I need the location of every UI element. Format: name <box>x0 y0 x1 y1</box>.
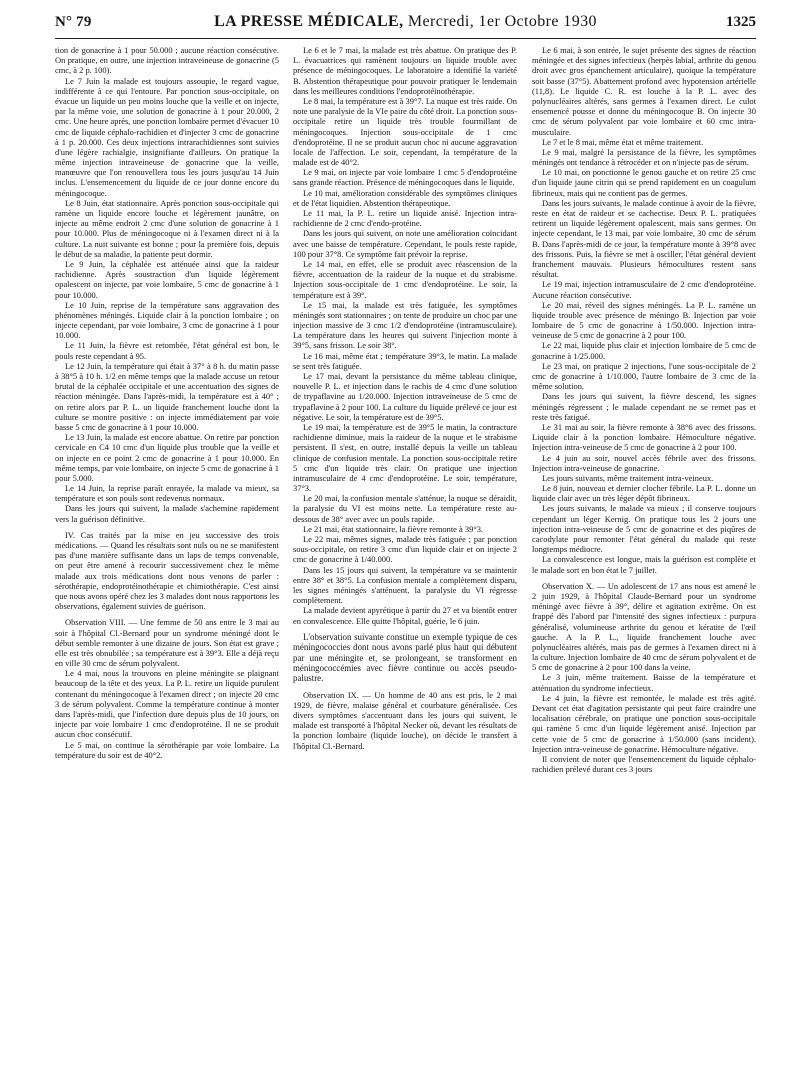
paragraph: Le 8 juin, nouveau et dernier clocher fébrile. La P. L. donne un liquide clair avec un très léger dépôt fibrineux. <box>532 483 756 504</box>
paragraph: Le 10 mai, amélioration considérable des symptômes cliniques et de l'état liquidien. Abstention thérapeutique. <box>293 187 517 208</box>
page-number: 1325 <box>726 14 756 30</box>
paragraph: Le 19 mai, injection intramusculaire de 2 cmc d'endoprotéine. Aucune réaction consécutive. <box>532 279 756 300</box>
running-title <box>55 13 756 31</box>
paragraph: Le 10 Juin, reprise de la température sans aggravation des phénomènes méningés. Liquide clair à la ponction lombaire ; on injecte cependant, par voie lombaire, 3 cmc de gonacrine à 1 pour 10.000. <box>55 299 279 341</box>
paragraph: Dans les jours qui suivent, la fièvre descend, les signes méningés régressent ; le malade cependant ne se remet pas et reste très fatigué. <box>532 391 756 422</box>
paragraph: Le 4 juin au soir, nouvel accès fébrile avec des frissons. Injection intra-veineuse de gonacrine. <box>532 452 756 473</box>
paragraph: Le 8 Juin, état stationnaire. Après ponction sous-occipitale qui ramène un liquide encore louche et légèrement jaunâtre, on injecte au même endroit 2 cmc d'une solution de gonacrine à 1 pour 10.000. Plus de méningocoque ni à l'examen direct ni à la culture. La nuit suivante est bonne ; pour la première fois, depuis le début de sa maladie, la patiente peut dormir. <box>55 197 279 259</box>
paragraph: Dans les jours qui suivent, on note une amélioration coïncidant avec une baisse de température. Cependant, le pouls reste rapide, 100 pour 37°8. Ce symptôme fait prévoir la reprise. <box>293 228 517 259</box>
paragraph: Le 11 Juin, la fièvre est retombée, l'état général est bon, le pouls reste cependant à 95. <box>55 340 279 361</box>
paragraph: Le 9 Juin, la céphalée est atténuée ainsi que la raideur rachidienne. Après soustraction d'un liquide légèrement opalescent on injecte, par voie lombaire, 5 cmc de gonacrine à 1 pour 10.000. <box>55 258 279 300</box>
paragraph: Le 3 juin, même traitement. Baisse de la température et atténuation du syndrome infectieux. <box>532 672 756 693</box>
paragraph: Le 20 mai, réveil des signes méningés. La P. L. ramène un liquide trouble avec présence de méningo B. Injection par voie lombaire de 5 cmc de gonacrine à 1/50.000. Injection intra-veineuse de 5 cmc de gonacrine à 2 pour 100. <box>532 299 756 341</box>
paragraph: Le 14 Juin, la reprise paraît enrayée, la malade va mieux, sa température et son pouls sont redevenus normaux. <box>55 483 279 504</box>
paragraph: Le 5 mai, on continue la sérothérapie par voie lombaire. La température du soir est de 40°2. <box>55 739 279 760</box>
paragraph: Le 20 mai, la confusion mentale s'atténue, la nuque se déraidit, la paralysie du VI est moins nette. La température reste au-dessous de 38° avec avec un pouls rapide. <box>293 493 517 524</box>
paragraph: Le 22 mai, liquide plus clair et injection lombaire de 5 cmc de gonacrine à 1/25.000. <box>532 340 756 361</box>
observation-paragraph: Observation X. — Un adolescent de 17 ans nous est amené le 2 juin 1929, à l'hôpital Claude-Bernard pour un syndrome méningé avec fièvre à 39°, délire et agitation extrême. On est frappé dès l'abord par l'intensité des signes infectieux : purpura généralisé, volumineuse arthrite du genou et kératite de l'œil gauche. A la P. L., liquide franchement louche avec polynucléaires altérés, mais pas de germes à l'examen direct ni à la culture. Injection lombaire de 40 cmc de sérum polyvalent et de 5 cmc de gonacrine à 2 pour 100 dans la veine. <box>532 580 756 673</box>
text-column-middle <box>293 45 517 751</box>
paragraph: Le 6 et le 7 mai, la malade est très abattue. On pratique des P. L. évacuatrices qui ramènent toujours un liquide trouble avec présence de méningocoques. Le laboratoire a identifié la variété B. Abstention thérapeutique pour pouvoir pratiquer le lendemain dans les meilleures conditions l'endoprotéinothérapie. <box>293 45 517 96</box>
paragraph: Le 23 mai, on pratique 2 injections, l'une sous-occipitale de 2 cmc de gonacrine à 1/10.000, l'autre lombaire de 3 cmc de la même solution. <box>532 360 756 392</box>
paragraph: Les jours suivants, même traitement intra-veineux. <box>542 472 714 483</box>
paragraph: Le 22 mai, mêmes signes, malade très fatiguée ; par ponction sous-occipitale, on retire 3 cmc d'un liquide clair et on injecte 2 cmc de gonacrine à 1/40.000. <box>293 534 517 565</box>
paragraph: Le 7 Juin la malade est toujours assoupie, le regard vague, indifférente à ce qui l'entoure. Par ponction sous-occipitale, on évacue un liquide un peu moins louche que la veille et on injecte, par la même voie, une solution de gonacrine à 1 pour 20.000, 2 cmc. Une heure après, une ponction lombaire permet d'évacuer 10 cmc de liquide céphalo-rachidien et d'injecter 3 cmc de gonacrine à 1 p. 20.000. Ces deux injections intrarachidiennes sont suivies d'une légère rachialgie, insignifiante d'ailleurs. On pratique la même injection intraveineuse de gonacrine que la veille, manœuvre que l'on renouvellera tous les jours jusqu'au 14 Juin inclus. L'ensemencement du liquide de ce jour donne encore du méningocoque. <box>55 75 279 198</box>
issue-date: Mercredi, 1er Octobre 1930 <box>407 13 597 30</box>
paragraph: Le 11 mai, la P. L. retire un liquide anisé. Injection intra-rachidienne de 2 cmc d'endo-protéine. <box>293 208 517 229</box>
paragraph: Le 17 mai, devant la persistance du même tableau clinique, nouvelle P. L. et injection dans le rachis de 4 cmc d'une solution de trypaflavine au 1/20.000. Injection intraveineuse de 5 cmc de trypaflavine à 2 pour 100. La culture du liquide prélevé ce jour est négative. Le soir, la température est de 39°5. <box>293 371 517 422</box>
paragraph: Le 6 mai, à son entrée, le sujet présente des signes de réaction méningée et des signes infectieux (herpès labial, arthrite du genou droit avec gros épanchement articulaire), quoique la température soit basse (37°5). Abattement profond avec hypotension artérielle (11,8). Le liquide C. R. est louche à la P. L. avec des polynucléaires altérés, sans germes à l'examen direct. Le culot ensemencé pousse et donne du méningocoque B. On injecte 30 cmc de sérum polyvalent par voie lombaire et 60 cmc intra-musculaire. <box>532 45 756 137</box>
paragraph: Le 4 juin, la fièvre est remontée, le malade est très agité. Devant cet état d'agitation persistante qui peut faire craindre une localisation cérébrale, on pratique une ponction sous-occipitale qui ramène 5 cmc d'un liquide légèrement anisé. Injection par cette voie de 5 cmc de gonacrine à 1/50.000 (sans incident). Injection intra-veineuse de gonacrine. Hémoculture négative. <box>532 692 756 754</box>
paragraph: La malade devient apyrétique à partir du 27 et va bientôt entrer en convalescence. Elle quitte l'hôpital, guérie, le 6 juin. <box>293 605 517 626</box>
paragraph: Le 15 mai, la malade est très fatiguée, les symptômes méningés sont stationnaires ; on tente de produire un choc par une injection massive de 3 cmc 1/2 d'endoprotéine (intramusculaire). La température dans les heures qui suivent l'injection monte à 39°5, sans frisson. Le soir 38°. <box>293 299 517 351</box>
paragraph: Le 8 mai, la température est à 39°7. La nuque est très raide. On note une paralysie de la VIe paire du côté droit. La ponction sous-occipitale retire un liquide très trouble fourmillant de méningocoques. Injection sous-occipitale de 1 cmc d'endoprotéine. Il ne se produit aucun choc ni aucune aggravation locale de l'affection. Le soir, cependant, la température de la malade est de 40°2. <box>293 95 517 168</box>
paragraph: Le 10 mai, on ponctionne le genou gauche et on retire 25 cmc d'un liquide jaune citrin qui se prend rapidement en un coagulum fibrineux, mais qui ne contient pas de germes. <box>532 167 756 198</box>
paragraph: Le 14 mai, en effet, elle se produit avec réascension de la fièvre, accentuation de la raideur de la nuque et du strabisme. Injection sous-occipitale de 1 cmc d'endoprotéine. Le soir, la température est à 39°. <box>293 258 517 300</box>
paragraph: Le 4 mai, nous la trouvons en pleine méningite se plaignant beaucoup de la tête et des yeux. La P. L. retire un liquide purulent contenant du méningocoque à l'examen direct ; on injecte 20 cmc 3 de sérum polyvalent. Comme la température continue à monter dans l'après-midi, que l'infection dure depuis plus de 10 jours, on injecte par voie lombaire 1 cmc d'endoprotéine. Il ne se produit aucun choc consécutif. <box>55 668 279 740</box>
paragraph: Le 31 mai au soir, la fièvre remonte à 38°6 avec des frissons. Liquide clair à la ponction lombaire. Hémoculture négative. Injection intra-veineuse de 5 cmc de gonacrine à 2 pour 100. <box>532 421 756 453</box>
paragraph: Le 7 et le 8 mai, même état et même traitement. <box>542 136 704 147</box>
journal-name: LA PRESSE MÉDICALE, <box>214 13 404 30</box>
paragraph: Les jours suivants, le malade va mieux ; il conserve toujours cependant un léger Kernig. On pratique tous les 2 jours une injection intra-veineuse de 5 cmc de gonacrine et des piqûres de cacodylate pour remonter l'état général du malade qui reste longtemps médiocre. <box>532 503 756 555</box>
paragraph: Il convient de noter que l'ensemencement du liquide céphalo-rachidien prélevé durant ces 3 jours <box>532 753 756 775</box>
header-rule <box>55 38 756 39</box>
paragraph: Dans les 15 jours qui suivent, la température va se maintenir entre 38° et 38°5. La confusion mentale a complètement disparu, les signes méningés s'atténuent, la paralysie du VI régresse complètement. <box>293 564 517 606</box>
paragraph: Le 12 Juin, la température qui était à 37° à 8 h. du matin passe à 38°5 à 10 h. 1/2 en même temps que la malade accuse un retour brutal de la céphalée occipitale et une accentuation des signes de réaction méningée. Dans l'après-midi, la température est à 40° ; on retire alors par P. L. un liquide franchement louche dont la culture se montre positive : on injecte immédiatement par voie basse 5 cmc de gonacrine à 1 pour 10.000. <box>55 360 279 432</box>
section-heading: IV. Cas traités par la mise en jeu successive des trois médications. — Quand les résultats sont nuls ou ne se manifestent pas d'une manière suffisante dans un laps de temps convenable, on peut être amené à recourir successivement chez le même malade aux trois médications dont nous venons de parler : sérothérapie, endoprotéinothérapie et chimiothérapie. C'est ainsi que nous avons opéré chez les 3 malades dont nous rapportons les observations, également suivies de guérison. <box>55 529 279 612</box>
paragraph: La convalescence est longue, mais la guérison est complète et le malade sort en bon état le 7 juillet. <box>532 554 756 575</box>
paragraph: Le 19 mai, la température est de 39°5 le matin, la contracture rachidienne diminue, mais la raideur de la nuque et le strabisme persistent. Il s'est, en outre, installé depuis la veille un tableau clinique de confusion mentale. La ponction sous-occipitale retire 5 cmc d'un liquide très clair. On pratique une injection intramusculaire de 4 cmc d'endoprotéine. Le soir, température, 37°3. <box>293 421 517 494</box>
observation-paragraph: Observation VIII. — Une femme de 50 ans entre le 3 mai au soir à l'hôpital Cl.-Bernard pour un syndrome méningé dont le début semble remonter à une dizaine de jours. Son état est grave ; elle est très obnubilée ; sa température est à 39°3. Elle a déjà reçu en ville 30 cmc de sérum polyvalent. <box>55 617 279 669</box>
paragraph: Le 9 mai, on injecte par voie lombaire 1 cmc 5 d'endoprotéine sans grande réaction. Présence de méningocoques dans le liquide. <box>293 167 517 188</box>
issue-number: N° 79 <box>55 14 92 30</box>
observation-paragraph: Observation IX. — Un homme de 40 ans est pris, le 2 mai 1929, de fièvre, malaise général et courbature généralisée. Ces divers symptômes s'accentuant dans les jours qui suivent, le malade est transporté à l'hôpital Necker où, devant les résultats de la ponction lombaire (liquide louche), on décide le transfert à l'hôpital Cl.-Bernard. <box>293 689 517 751</box>
text-column-left <box>55 45 279 760</box>
paragraph: Dans les jours qui suivent, la malade s'achemine rapidement vers la guérison définitive. <box>55 503 279 524</box>
paragraph: Le 21 mai, état stationnaire, la fièvre remonte à 39°3. <box>303 523 484 534</box>
page-header <box>55 12 756 32</box>
intro-paragraph: L'observation suivante constitue un exemple typique de ces méningococcies dont nous avons parlé plus haut qui débutent par une méningite et, se prolongeant, se transforment en méningococcémies avec fièvre continue ou accès pseudo-palustre. <box>293 631 517 684</box>
paragraph: Le 16 mai, même état ; température 39°3, le matin. La malade se sent très fatiguée. <box>293 350 517 371</box>
paragraph: Dans les jours suivants, le malade continue à avoir de la fièvre, reste en état de raideur et se cachectise. Deux P. L. pratiquées retirent un liquide légèrement opalescent, mais sans germes. On injecte cependant, le 13 mai, par voie lombaire, 30 cmc de sérum B. Dans l'après-midi de ce jour, la température monte à 39°8 avec des frissons. Puis, la fièvre se met à osciller, l'état général devient franchement mauvais. Plusieurs hémocultures restent sans résultat. <box>532 197 756 280</box>
paragraph: Le 9 mai, malgré la persistance de la fièvre, les symptômes méningés ont tendance à rétrocéder et on n'injecte pas de sérum. <box>532 146 756 168</box>
text-column-right <box>532 45 756 774</box>
paragraph: Le 13 Juin, la malade est encore abattue. On retire par ponction cervicale en C4 10 cmc d'un liquide plus trouble que la veille et on injecte en ce point 2 cmc de gonacrine à 1 pour 10.000. En même temps, par voie lombaire, on injecte 5 cmc de gonacrine à 1 pour 5.000. <box>55 432 279 483</box>
paragraph: tion de gonacrine à 1 pour 50.000 ; aucune réaction consécutive. On pratique, en outre, une injection intraveineuse de gonacrine (5 cmc, à 2 p. 100). <box>55 45 279 76</box>
